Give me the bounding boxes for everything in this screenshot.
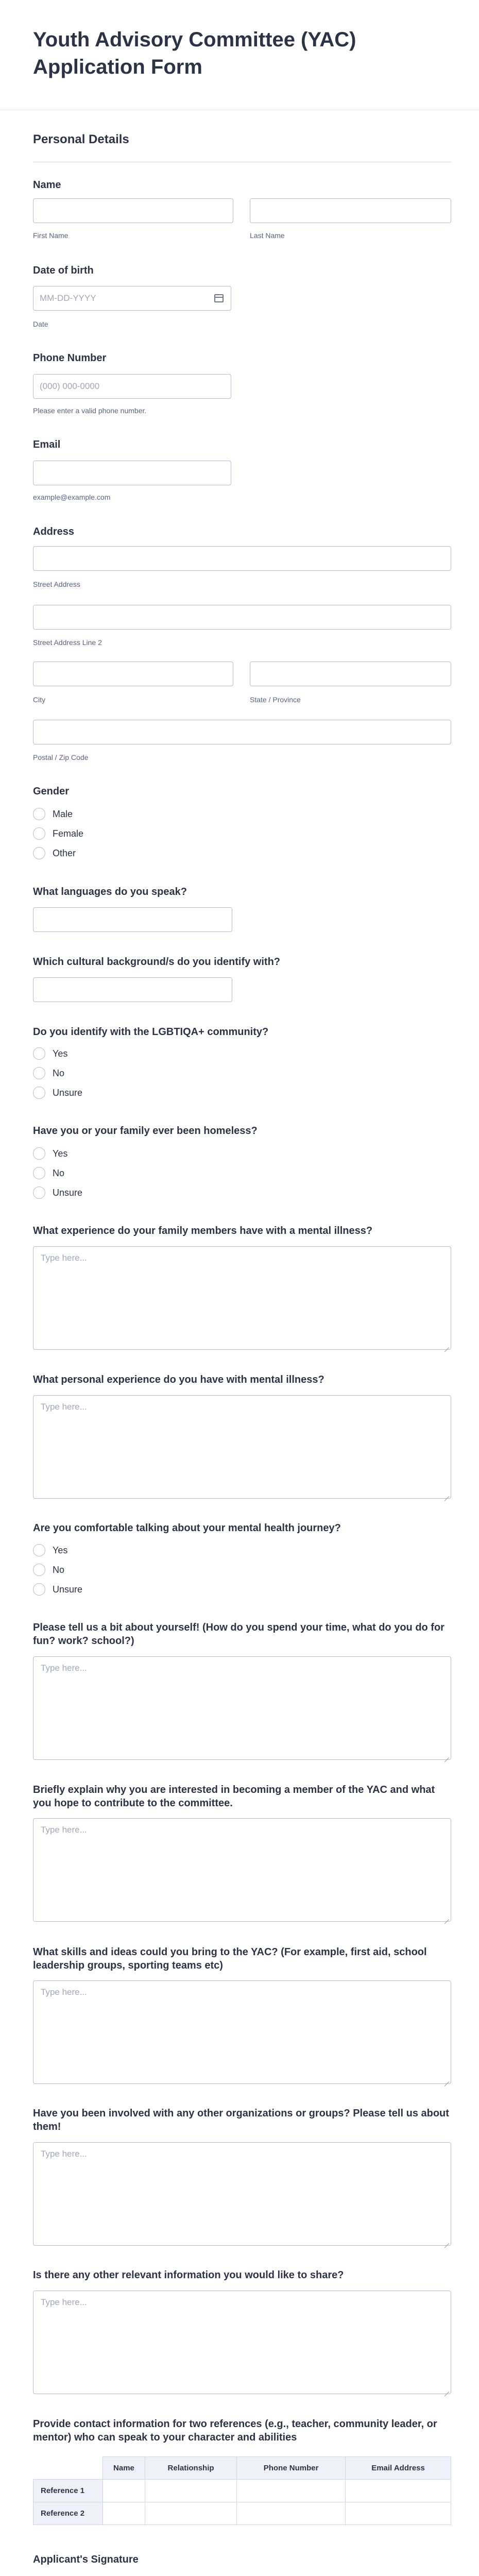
radio-label: Unsure [53, 1187, 83, 1198]
email-label: Email [33, 439, 61, 450]
textarea-placeholder: Type here... [41, 1402, 87, 1412]
city-input[interactable] [33, 662, 233, 686]
table-cell-input[interactable] [145, 2480, 236, 2502]
city-sublabel: City [33, 696, 46, 704]
lgbtiqa-option-yes[interactable] [33, 1047, 67, 1060]
comfortable-option-unsure[interactable] [33, 1583, 82, 1596]
table-row [33, 2502, 451, 2525]
street-address-sublabel: Street Address [33, 580, 80, 588]
radio-button[interactable] [33, 827, 45, 840]
gender-option-female[interactable] [33, 827, 83, 840]
table-cell-input[interactable] [103, 2480, 145, 2502]
table-row [33, 2480, 451, 2502]
cultural-label: Which cultural background/s do you identify with? [33, 956, 281, 968]
column-header: Phone Number [237, 2457, 346, 2480]
resize-handle-icon[interactable] [444, 2077, 449, 2082]
last-name-sublabel: Last Name [250, 231, 285, 240]
references-table [33, 2456, 451, 2525]
first-name-input[interactable] [33, 198, 233, 223]
radio-label: Yes [53, 1148, 68, 1159]
comfortable-label: Are you comfortable talking about your mental health journey? [33, 1522, 341, 1534]
form-header [0, 0, 479, 110]
gender-option-other[interactable] [33, 847, 76, 859]
radio-label: Yes [53, 1048, 68, 1059]
radio-button[interactable] [33, 1087, 45, 1099]
radio-label: Male [53, 808, 73, 819]
state-input[interactable] [250, 662, 451, 686]
interest-label: Briefly explain why you are interested in becoming a member of the YAC and what you hope to contribute to the committee. [33, 1784, 435, 1809]
textarea-placeholder: Type here... [41, 1987, 87, 1997]
last-name-input[interactable] [250, 198, 451, 223]
column-header: Email Address [346, 2457, 451, 2480]
street-address-2-sublabel: Street Address Line 2 [33, 638, 102, 647]
table-cell-input[interactable] [346, 2480, 451, 2502]
about-label: Please tell us a bit about yourself! (How do you spend your time, what do you do for fun? work? school?) [33, 1622, 444, 1647]
radio-button[interactable] [33, 847, 45, 859]
radio-button[interactable] [33, 1544, 45, 1556]
phone-label: Phone Number [33, 352, 107, 364]
phone-placeholder: (000) 000-0000 [40, 381, 100, 391]
street-address-input[interactable] [33, 546, 451, 571]
zip-input[interactable] [33, 720, 451, 744]
phone-input[interactable] [33, 374, 231, 399]
radio-label: Female [53, 828, 84, 839]
resize-handle-icon[interactable] [444, 1753, 449, 1758]
about-textarea[interactable] [33, 1656, 451, 1760]
state-sublabel: State / Province [250, 696, 301, 704]
radio-button[interactable] [33, 1147, 45, 1160]
radio-button[interactable] [33, 1067, 45, 1079]
email-sublabel: example@example.com [33, 493, 111, 501]
family-mental-label: What experience do your family members have with a mental illness? [33, 1225, 373, 1236]
lgbtiqa-option-no[interactable] [33, 1067, 64, 1079]
dob-label: Date of birth [33, 265, 94, 276]
radio-button[interactable] [33, 808, 45, 820]
homeless-label: Have you or your family ever been homeless? [33, 1125, 258, 1137]
table-cell-input[interactable] [103, 2502, 145, 2525]
table-corner [33, 2457, 103, 2480]
other-info-textarea[interactable] [33, 2291, 451, 2394]
radio-button[interactable] [33, 1187, 45, 1199]
radio-label: Yes [53, 1545, 68, 1555]
gender-option-male[interactable] [33, 808, 73, 820]
table-cell-input[interactable] [145, 2502, 236, 2525]
textarea-placeholder: Type here... [41, 2149, 87, 2159]
homeless-option-unsure[interactable] [33, 1187, 82, 1199]
radio-label: No [53, 1067, 65, 1078]
homeless-option-yes[interactable] [33, 1147, 67, 1160]
resize-handle-icon[interactable] [444, 2387, 449, 2392]
cultural-input[interactable] [33, 977, 232, 1002]
involved-textarea[interactable] [33, 2142, 451, 2246]
resize-handle-icon[interactable] [444, 1492, 449, 1497]
interest-textarea[interactable] [33, 1818, 451, 1922]
textarea-placeholder: Type here... [41, 2297, 87, 2307]
column-header: Relationship [145, 2457, 236, 2480]
dob-sublabel: Date [33, 320, 48, 328]
table-cell-input[interactable] [237, 2480, 346, 2502]
radio-label: Unsure [53, 1087, 83, 1098]
textarea-placeholder: Type here... [41, 1825, 87, 1835]
phone-sublabel: Please enter a valid phone number. [33, 406, 147, 415]
address-label: Address [33, 526, 75, 537]
family-mental-textarea[interactable] [33, 1246, 451, 1350]
table-cell-input[interactable] [346, 2502, 451, 2525]
section-heading: Personal Details [33, 132, 129, 146]
radio-label: No [53, 1167, 65, 1178]
column-header: Name [103, 2457, 145, 2480]
homeless-option-no[interactable] [33, 1167, 64, 1179]
involved-label: Have you been involved with any other organizations or groups? Please tell us about them! [33, 2108, 449, 2132]
row-header: Reference 1 [33, 2480, 103, 2502]
street-address-2-input[interactable] [33, 605, 451, 630]
radio-button[interactable] [33, 1564, 45, 1576]
resize-handle-icon[interactable] [444, 1914, 449, 1920]
gender-label: Gender [33, 786, 70, 797]
dob-placeholder: MM-DD-YYYY [40, 293, 96, 303]
textarea-placeholder: Type here... [41, 1253, 87, 1263]
radio-button[interactable] [33, 1583, 45, 1596]
radio-button[interactable] [33, 1167, 45, 1179]
signature-label: Applicant's Signature [33, 2554, 139, 2565]
dob-input[interactable] [33, 286, 231, 311]
skills-textarea[interactable] [33, 1980, 451, 2084]
radio-label: Other [53, 848, 76, 858]
row-header: Reference 2 [33, 2502, 103, 2525]
other-info-label: Is there any other relevant information you would like to share? [33, 2269, 344, 2281]
resize-handle-icon[interactable] [444, 1343, 449, 1348]
table-cell-input[interactable] [237, 2502, 346, 2525]
email-input[interactable] [33, 461, 231, 485]
lgbtiqa-option-unsure[interactable] [33, 1087, 82, 1099]
radio-label: Unsure [53, 1584, 83, 1595]
languages-input[interactable] [33, 907, 232, 932]
zip-sublabel: Postal / Zip Code [33, 753, 89, 761]
references-label: Provide contact information for two references (e.g., teacher, community leader, or mentor) who can speak to your character and abilities [33, 2418, 437, 2443]
name-label: Name [33, 179, 61, 191]
skills-label: What skills and ideas could you bring to the YAC? (For example, first aid, school leadership groups, sporting teams etc) [33, 1946, 427, 1971]
lgbtiqa-label: Do you identify with the LGBTIQA+ community? [33, 1026, 269, 1038]
languages-label: What languages do you speak? [33, 886, 187, 897]
resize-handle-icon[interactable] [444, 2239, 449, 2244]
personal-mental-label: What personal experience do you have with mental illness? [33, 1374, 324, 1385]
calendar-icon[interactable] [214, 294, 224, 302]
comfortable-option-no[interactable] [33, 1564, 64, 1576]
textarea-placeholder: Type here... [41, 1663, 87, 1673]
table-header-row [33, 2457, 451, 2480]
first-name-sublabel: First Name [33, 231, 69, 240]
radio-button[interactable] [33, 1047, 45, 1060]
form-title: Youth Advisory Committee (YAC) Application Form [33, 28, 356, 78]
comfortable-option-yes[interactable] [33, 1544, 67, 1556]
radio-label: No [53, 1564, 65, 1575]
personal-mental-textarea[interactable] [33, 1395, 451, 1499]
